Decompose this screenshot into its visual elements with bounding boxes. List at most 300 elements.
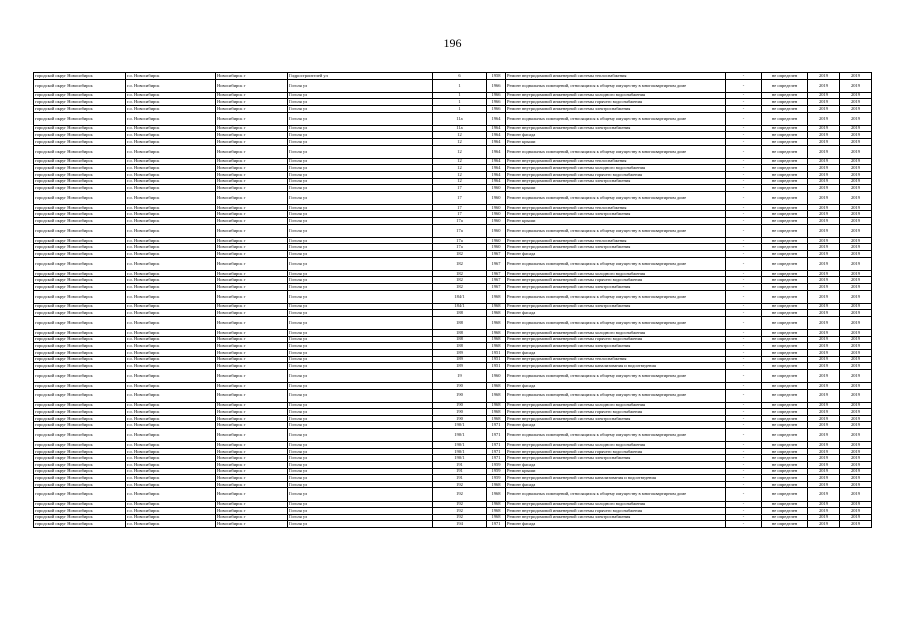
district-cell: городской округ Новосибирск — [34, 415, 126, 422]
work-type-cell: Ремонт подвальных помещений, относящихся к общему имуществу в многоквартирном доме — [506, 488, 726, 501]
work-type-cell: Ремонт внутридомовой инженерной системы электроснабжения — [506, 415, 726, 422]
plan-year-end-cell: 2019 — [840, 185, 872, 192]
table-row — [34, 356, 872, 363]
table-row — [34, 185, 872, 192]
district-cell: городской округ Новосибирск — [34, 442, 126, 449]
dash-cell: - — [726, 415, 762, 422]
table-row — [34, 316, 872, 329]
dash-cell: - — [726, 251, 762, 258]
plan-year-start-cell: 2019 — [808, 257, 840, 270]
dash-cell: - — [726, 316, 762, 329]
house-cell: 190/1 — [433, 429, 487, 442]
dash-cell: - — [726, 389, 762, 402]
house-cell: 17а — [433, 237, 487, 244]
house-cell: 190/1 — [433, 448, 487, 455]
dash-cell: - — [726, 165, 762, 172]
house-cell: 192 — [433, 488, 487, 501]
district-cell: городской округ Новосибирск — [34, 290, 126, 303]
locality-cell: Новосибирск г — [216, 171, 288, 178]
status-cell: не определен — [762, 488, 808, 501]
plan-year-start-cell: 2019 — [808, 79, 840, 92]
city-cell: г.о. Новосибирск — [126, 125, 216, 132]
dash-cell: - — [726, 290, 762, 303]
locality-cell: Новосибирск г — [216, 402, 288, 409]
street-cell: Гоголя ул — [288, 488, 433, 501]
plan-year-end-cell: 2019 — [840, 330, 872, 337]
plan-year-end-cell: 2019 — [840, 448, 872, 455]
status-cell: не определен — [762, 251, 808, 258]
house-cell: 184/1 — [433, 303, 487, 310]
table-row — [34, 158, 872, 165]
city-cell: г.о. Новосибирск — [126, 462, 216, 469]
street-cell: Гоголя ул — [288, 369, 433, 382]
street-cell: Гоголя ул — [288, 270, 433, 277]
table-row — [34, 92, 872, 99]
plan-year-end-cell: 2019 — [840, 224, 872, 237]
work-type-cell: Ремонт фасада — [506, 521, 726, 528]
plan-year-end-cell: 2019 — [840, 336, 872, 343]
district-cell: городской округ Новосибирск — [34, 191, 126, 204]
status-cell: не определен — [762, 343, 808, 350]
plan-year-start-cell: 2019 — [808, 343, 840, 350]
year-cell: 1964 — [487, 132, 506, 139]
table-row — [34, 277, 872, 284]
house-cell: 190 — [433, 382, 487, 389]
plan-year-end-cell: 2019 — [840, 178, 872, 185]
city-cell: г.о. Новосибирск — [126, 382, 216, 389]
year-cell: 1968 — [487, 343, 506, 350]
table-row — [34, 191, 872, 204]
house-cell: 6 — [433, 73, 487, 80]
plan-year-start-cell: 2019 — [808, 462, 840, 469]
dash-cell: - — [726, 363, 762, 370]
street-cell: Гоголя ул — [288, 290, 433, 303]
district-cell: городской округ Новосибирск — [34, 218, 126, 225]
dash-cell: - — [726, 468, 762, 475]
table-row — [34, 178, 872, 185]
dash-cell: - — [726, 481, 762, 488]
status-cell: не определен — [762, 409, 808, 416]
city-cell: г.о. Новосибирск — [126, 336, 216, 343]
district-cell: городской округ Новосибирск — [34, 237, 126, 244]
year-cell: 1959 — [487, 475, 506, 482]
house-cell: 17а — [433, 224, 487, 237]
plan-year-start-cell: 2019 — [808, 442, 840, 449]
status-cell: не определен — [762, 363, 808, 370]
locality-cell: Новосибирск г — [216, 310, 288, 317]
table-row — [34, 257, 872, 270]
work-type-cell: Ремонт фасада — [506, 481, 726, 488]
plan-year-start-cell: 2019 — [808, 158, 840, 165]
locality-cell: Новосибирск г — [216, 349, 288, 356]
plan-year-start-cell: 2019 — [808, 244, 840, 251]
locality-cell: Новосибирск г — [216, 468, 288, 475]
table-row — [34, 310, 872, 317]
status-cell: не определен — [762, 402, 808, 409]
dash-cell: - — [726, 92, 762, 99]
locality-cell: Новосибирск г — [216, 475, 288, 482]
plan-year-end-cell: 2019 — [840, 508, 872, 515]
plan-year-start-cell: 2019 — [808, 475, 840, 482]
work-type-cell: Ремонт подвальных помещений, относящихся к общему имуществу в многоквартирном доме — [506, 145, 726, 158]
district-cell: городской округ Новосибирск — [34, 79, 126, 92]
status-cell: не определен — [762, 112, 808, 125]
locality-cell: Новосибирск г — [216, 462, 288, 469]
status-cell: не определен — [762, 270, 808, 277]
district-cell: городской округ Новосибирск — [34, 389, 126, 402]
status-cell: не определен — [762, 171, 808, 178]
district-cell: городской округ Новосибирск — [34, 171, 126, 178]
house-cell: 182 — [433, 257, 487, 270]
status-cell: не определен — [762, 244, 808, 251]
city-cell: г.о. Новосибирск — [126, 514, 216, 521]
district-cell: городской округ Новосибирск — [34, 73, 126, 80]
dash-cell: - — [726, 356, 762, 363]
locality-cell: Новосибирск г — [216, 415, 288, 422]
street-cell: Гоголя ул — [288, 462, 433, 469]
year-cell: 1967 — [487, 277, 506, 284]
district-cell: городской округ Новосибирск — [34, 356, 126, 363]
district-cell: городской округ Новосибирск — [34, 257, 126, 270]
locality-cell: Новосибирск г — [216, 455, 288, 462]
plan-year-start-cell: 2019 — [808, 336, 840, 343]
house-cell: 182 — [433, 251, 487, 258]
district-cell: городской округ Новосибирск — [34, 409, 126, 416]
street-cell: Гоголя ул — [288, 336, 433, 343]
status-cell: не определен — [762, 79, 808, 92]
city-cell: г.о. Новосибирск — [126, 158, 216, 165]
year-cell: 1968 — [487, 488, 506, 501]
year-cell: 1967 — [487, 284, 506, 291]
work-type-cell: Ремонт фасада — [506, 349, 726, 356]
locality-cell: Новосибирск г — [216, 99, 288, 106]
street-cell: Гидростроителей ул — [288, 73, 433, 80]
table-row — [34, 382, 872, 389]
plan-year-start-cell: 2019 — [808, 165, 840, 172]
locality-cell: Новосибирск г — [216, 211, 288, 218]
city-cell: г.о. Новосибирск — [126, 422, 216, 429]
district-cell: городской округ Новосибирск — [34, 330, 126, 337]
plan-year-end-cell: 2019 — [840, 475, 872, 482]
city-cell: г.о. Новосибирск — [126, 448, 216, 455]
plan-year-end-cell: 2019 — [840, 514, 872, 521]
work-type-cell: Ремонт фасада — [506, 462, 726, 469]
city-cell: г.о. Новосибирск — [126, 270, 216, 277]
locality-cell: Новосибирск г — [216, 330, 288, 337]
street-cell: Гоголя ул — [288, 422, 433, 429]
work-type-cell: Ремонт внутридомовой инженерной системы электроснабжения — [506, 284, 726, 291]
dash-cell: - — [726, 310, 762, 317]
work-type-cell: Ремонт крыши — [506, 468, 726, 475]
locality-cell: Новосибирск г — [216, 125, 288, 132]
plan-year-start-cell: 2019 — [808, 145, 840, 158]
status-cell: не определен — [762, 508, 808, 515]
status-cell: не определен — [762, 211, 808, 218]
year-cell: 1960 — [487, 218, 506, 225]
street-cell: Гоголя ул — [288, 481, 433, 488]
plan-year-end-cell: 2019 — [840, 138, 872, 145]
city-cell: г.о. Новосибирск — [126, 79, 216, 92]
work-type-cell: Ремонт подвальных помещений, относящихся к общему имуществу в многоквартирном доме — [506, 79, 726, 92]
locality-cell: Новосибирск г — [216, 521, 288, 528]
dash-cell: - — [726, 224, 762, 237]
dash-cell: - — [726, 73, 762, 80]
year-cell: 1964 — [487, 125, 506, 132]
locality-cell: Новосибирск г — [216, 145, 288, 158]
status-cell: не определен — [762, 481, 808, 488]
house-cell: 11а — [433, 125, 487, 132]
status-cell: не определен — [762, 125, 808, 132]
status-cell: не определен — [762, 257, 808, 270]
dash-cell: - — [726, 185, 762, 192]
status-cell: не определен — [762, 336, 808, 343]
work-type-cell: Ремонт внутридомовой инженерной системы холодного водоснабжения — [506, 501, 726, 508]
locality-cell: Новосибирск г — [216, 73, 288, 80]
house-cell: 182 — [433, 284, 487, 291]
dash-cell: - — [726, 237, 762, 244]
locality-cell: Новосибирск г — [216, 382, 288, 389]
plan-year-end-cell: 2019 — [840, 191, 872, 204]
dash-cell: - — [726, 171, 762, 178]
status-cell: не определен — [762, 105, 808, 112]
house-cell: 1 — [433, 105, 487, 112]
dash-cell: - — [726, 336, 762, 343]
house-cell: 184/1 — [433, 290, 487, 303]
city-cell: г.о. Новосибирск — [126, 501, 216, 508]
house-cell: 190 — [433, 402, 487, 409]
city-cell: г.о. Новосибирск — [126, 481, 216, 488]
plan-year-start-cell: 2019 — [808, 422, 840, 429]
dash-cell: - — [726, 99, 762, 106]
plan-year-end-cell: 2019 — [840, 79, 872, 92]
table-row — [34, 514, 872, 521]
locality-cell: Новосибирск г — [216, 204, 288, 211]
plan-year-end-cell: 2019 — [840, 73, 872, 80]
year-cell: 1968 — [487, 508, 506, 515]
dash-cell: - — [726, 204, 762, 211]
house-cell: 189 — [433, 363, 487, 370]
plan-year-start-cell: 2019 — [808, 290, 840, 303]
work-type-cell: Ремонт внутридомовой инженерной системы горячего водоснабжения — [506, 336, 726, 343]
street-cell: Гоголя ул — [288, 402, 433, 409]
district-cell: городской округ Новосибирск — [34, 514, 126, 521]
table-row — [34, 73, 872, 80]
city-cell: г.о. Новосибирск — [126, 468, 216, 475]
house-cell: 182 — [433, 277, 487, 284]
year-cell: 1967 — [487, 251, 506, 258]
plan-year-start-cell: 2019 — [808, 389, 840, 402]
status-cell: не определен — [762, 277, 808, 284]
dash-cell: - — [726, 277, 762, 284]
plan-year-end-cell: 2019 — [840, 158, 872, 165]
work-type-cell: Ремонт внутридомовой инженерной системы теплоснабжения — [506, 356, 726, 363]
house-cell: 182 — [433, 270, 487, 277]
locality-cell: Новосибирск г — [216, 244, 288, 251]
status-cell: не определен — [762, 455, 808, 462]
work-type-cell: Ремонт подвальных помещений, относящихся к общему имуществу в многоквартирном доме — [506, 369, 726, 382]
street-cell: Гоголя ул — [288, 514, 433, 521]
dash-cell: - — [726, 303, 762, 310]
plan-year-start-cell: 2019 — [808, 277, 840, 284]
plan-year-start-cell: 2019 — [808, 448, 840, 455]
locality-cell: Новосибирск г — [216, 488, 288, 501]
table-row — [34, 145, 872, 158]
year-cell: 1960 — [487, 185, 506, 192]
table-row — [34, 429, 872, 442]
dash-cell: - — [726, 462, 762, 469]
house-cell: 12 — [433, 145, 487, 158]
plan-year-end-cell: 2019 — [840, 165, 872, 172]
street-cell: Гоголя ул — [288, 455, 433, 462]
status-cell: не определен — [762, 316, 808, 329]
year-cell: 1966 — [487, 79, 506, 92]
locality-cell: Новосибирск г — [216, 237, 288, 244]
city-cell: г.о. Новосибирск — [126, 409, 216, 416]
plan-year-end-cell: 2019 — [840, 244, 872, 251]
house-cell: 191 — [433, 468, 487, 475]
city-cell: г.о. Новосибирск — [126, 257, 216, 270]
plan-year-start-cell: 2019 — [808, 178, 840, 185]
plan-year-end-cell: 2019 — [840, 204, 872, 211]
year-cell: 1971 — [487, 455, 506, 462]
table-row — [34, 389, 872, 402]
dash-cell: - — [726, 284, 762, 291]
locality-cell: Новосибирск г — [216, 92, 288, 99]
year-cell: 1968 — [487, 501, 506, 508]
city-cell: г.о. Новосибирск — [126, 165, 216, 172]
plan-year-start-cell: 2019 — [808, 237, 840, 244]
plan-year-end-cell: 2019 — [840, 488, 872, 501]
plan-year-start-cell: 2019 — [808, 481, 840, 488]
year-cell: 1968 — [487, 303, 506, 310]
work-type-cell: Ремонт внутридомовой инженерной системы теплоснабжения — [506, 73, 726, 80]
locality-cell: Новосибирск г — [216, 422, 288, 429]
status-cell: не определен — [762, 349, 808, 356]
table-row — [34, 244, 872, 251]
district-cell: городской округ Новосибирск — [34, 448, 126, 455]
plan-year-start-cell: 2019 — [808, 310, 840, 317]
plan-year-start-cell: 2019 — [808, 171, 840, 178]
locality-cell: Новосибирск г — [216, 336, 288, 343]
street-cell: Гоголя ул — [288, 204, 433, 211]
table-row — [34, 363, 872, 370]
city-cell: г.о. Новосибирск — [126, 415, 216, 422]
plan-year-start-cell: 2019 — [808, 382, 840, 389]
plan-year-end-cell: 2019 — [840, 211, 872, 218]
street-cell: Гоголя ул — [288, 165, 433, 172]
plan-year-start-cell: 2019 — [808, 105, 840, 112]
work-type-cell: Ремонт внутридомовой инженерной системы горячего водоснабжения — [506, 508, 726, 515]
table-row — [34, 218, 872, 225]
city-cell: г.о. Новосибирск — [126, 185, 216, 192]
status-cell: не определен — [762, 382, 808, 389]
plan-year-start-cell: 2019 — [808, 138, 840, 145]
house-cell: 192 — [433, 514, 487, 521]
plan-year-start-cell: 2019 — [808, 330, 840, 337]
year-cell: 1971 — [487, 429, 506, 442]
house-cell: 190 — [433, 415, 487, 422]
house-cell: 1 — [433, 79, 487, 92]
house-cell: 192 — [433, 501, 487, 508]
street-cell: Гоголя ул — [288, 244, 433, 251]
street-cell: Гоголя ул — [288, 277, 433, 284]
street-cell: Гоголя ул — [288, 343, 433, 350]
locality-cell: Новосибирск г — [216, 218, 288, 225]
dash-cell: - — [726, 330, 762, 337]
plan-year-start-cell: 2019 — [808, 508, 840, 515]
year-cell: 1967 — [487, 257, 506, 270]
year-cell: 1968 — [487, 330, 506, 337]
street-cell: Гоголя ул — [288, 508, 433, 515]
locality-cell: Новосибирск г — [216, 178, 288, 185]
status-cell: не определен — [762, 191, 808, 204]
house-cell: 189 — [433, 356, 487, 363]
table-row — [34, 99, 872, 106]
district-cell: городской округ Новосибирск — [34, 251, 126, 258]
year-cell: 1964 — [487, 145, 506, 158]
work-type-cell: Ремонт внутридомовой инженерной системы электроснабжения — [506, 125, 726, 132]
plan-year-start-cell: 2019 — [808, 112, 840, 125]
year-cell: 1968 — [487, 389, 506, 402]
street-cell: Гоголя ул — [288, 448, 433, 455]
street-cell: Гоголя ул — [288, 185, 433, 192]
plan-year-end-cell: 2019 — [840, 442, 872, 449]
house-cell: 188 — [433, 310, 487, 317]
status-cell: не определен — [762, 389, 808, 402]
year-cell: 1968 — [487, 409, 506, 416]
status-cell: не определен — [762, 92, 808, 99]
year-cell: 1964 — [487, 158, 506, 165]
work-type-cell: Ремонт внутридомовой инженерной системы канализования и водоотведения — [506, 363, 726, 370]
plan-year-end-cell: 2019 — [840, 468, 872, 475]
plan-year-start-cell: 2019 — [808, 363, 840, 370]
plan-year-end-cell: 2019 — [840, 218, 872, 225]
dash-cell: - — [726, 105, 762, 112]
dash-cell: - — [726, 409, 762, 416]
work-type-cell: Ремонт подвальных помещений, относящихся к общему имуществу в многоквартирном доме — [506, 224, 726, 237]
table-row — [34, 138, 872, 145]
city-cell: г.о. Новосибирск — [126, 475, 216, 482]
district-cell: городской округ Новосибирск — [34, 336, 126, 343]
district-cell: городской округ Новосибирск — [34, 488, 126, 501]
table-row — [34, 336, 872, 343]
plan-year-start-cell: 2019 — [808, 521, 840, 528]
table-row — [34, 402, 872, 409]
plan-year-start-cell: 2019 — [808, 224, 840, 237]
year-cell: 1960 — [487, 204, 506, 211]
district-cell: городской округ Новосибирск — [34, 132, 126, 139]
plan-year-start-cell: 2019 — [808, 501, 840, 508]
plan-year-start-cell: 2019 — [808, 303, 840, 310]
district-cell: городской округ Новосибирск — [34, 422, 126, 429]
table-row — [34, 422, 872, 429]
plan-year-start-cell: 2019 — [808, 132, 840, 139]
district-cell: городской округ Новосибирск — [34, 343, 126, 350]
plan-year-end-cell: 2019 — [840, 501, 872, 508]
locality-cell: Новосибирск г — [216, 191, 288, 204]
district-cell: городской округ Новосибирск — [34, 310, 126, 317]
locality-cell: Новосибирск г — [216, 224, 288, 237]
table-row — [34, 455, 872, 462]
district-cell: городской округ Новосибирск — [34, 211, 126, 218]
status-cell: не определен — [762, 415, 808, 422]
house-cell: 192 — [433, 481, 487, 488]
table-row — [34, 224, 872, 237]
status-cell: не определен — [762, 290, 808, 303]
house-cell: 190/1 — [433, 455, 487, 462]
plan-year-end-cell: 2019 — [840, 389, 872, 402]
plan-year-end-cell: 2019 — [840, 356, 872, 363]
